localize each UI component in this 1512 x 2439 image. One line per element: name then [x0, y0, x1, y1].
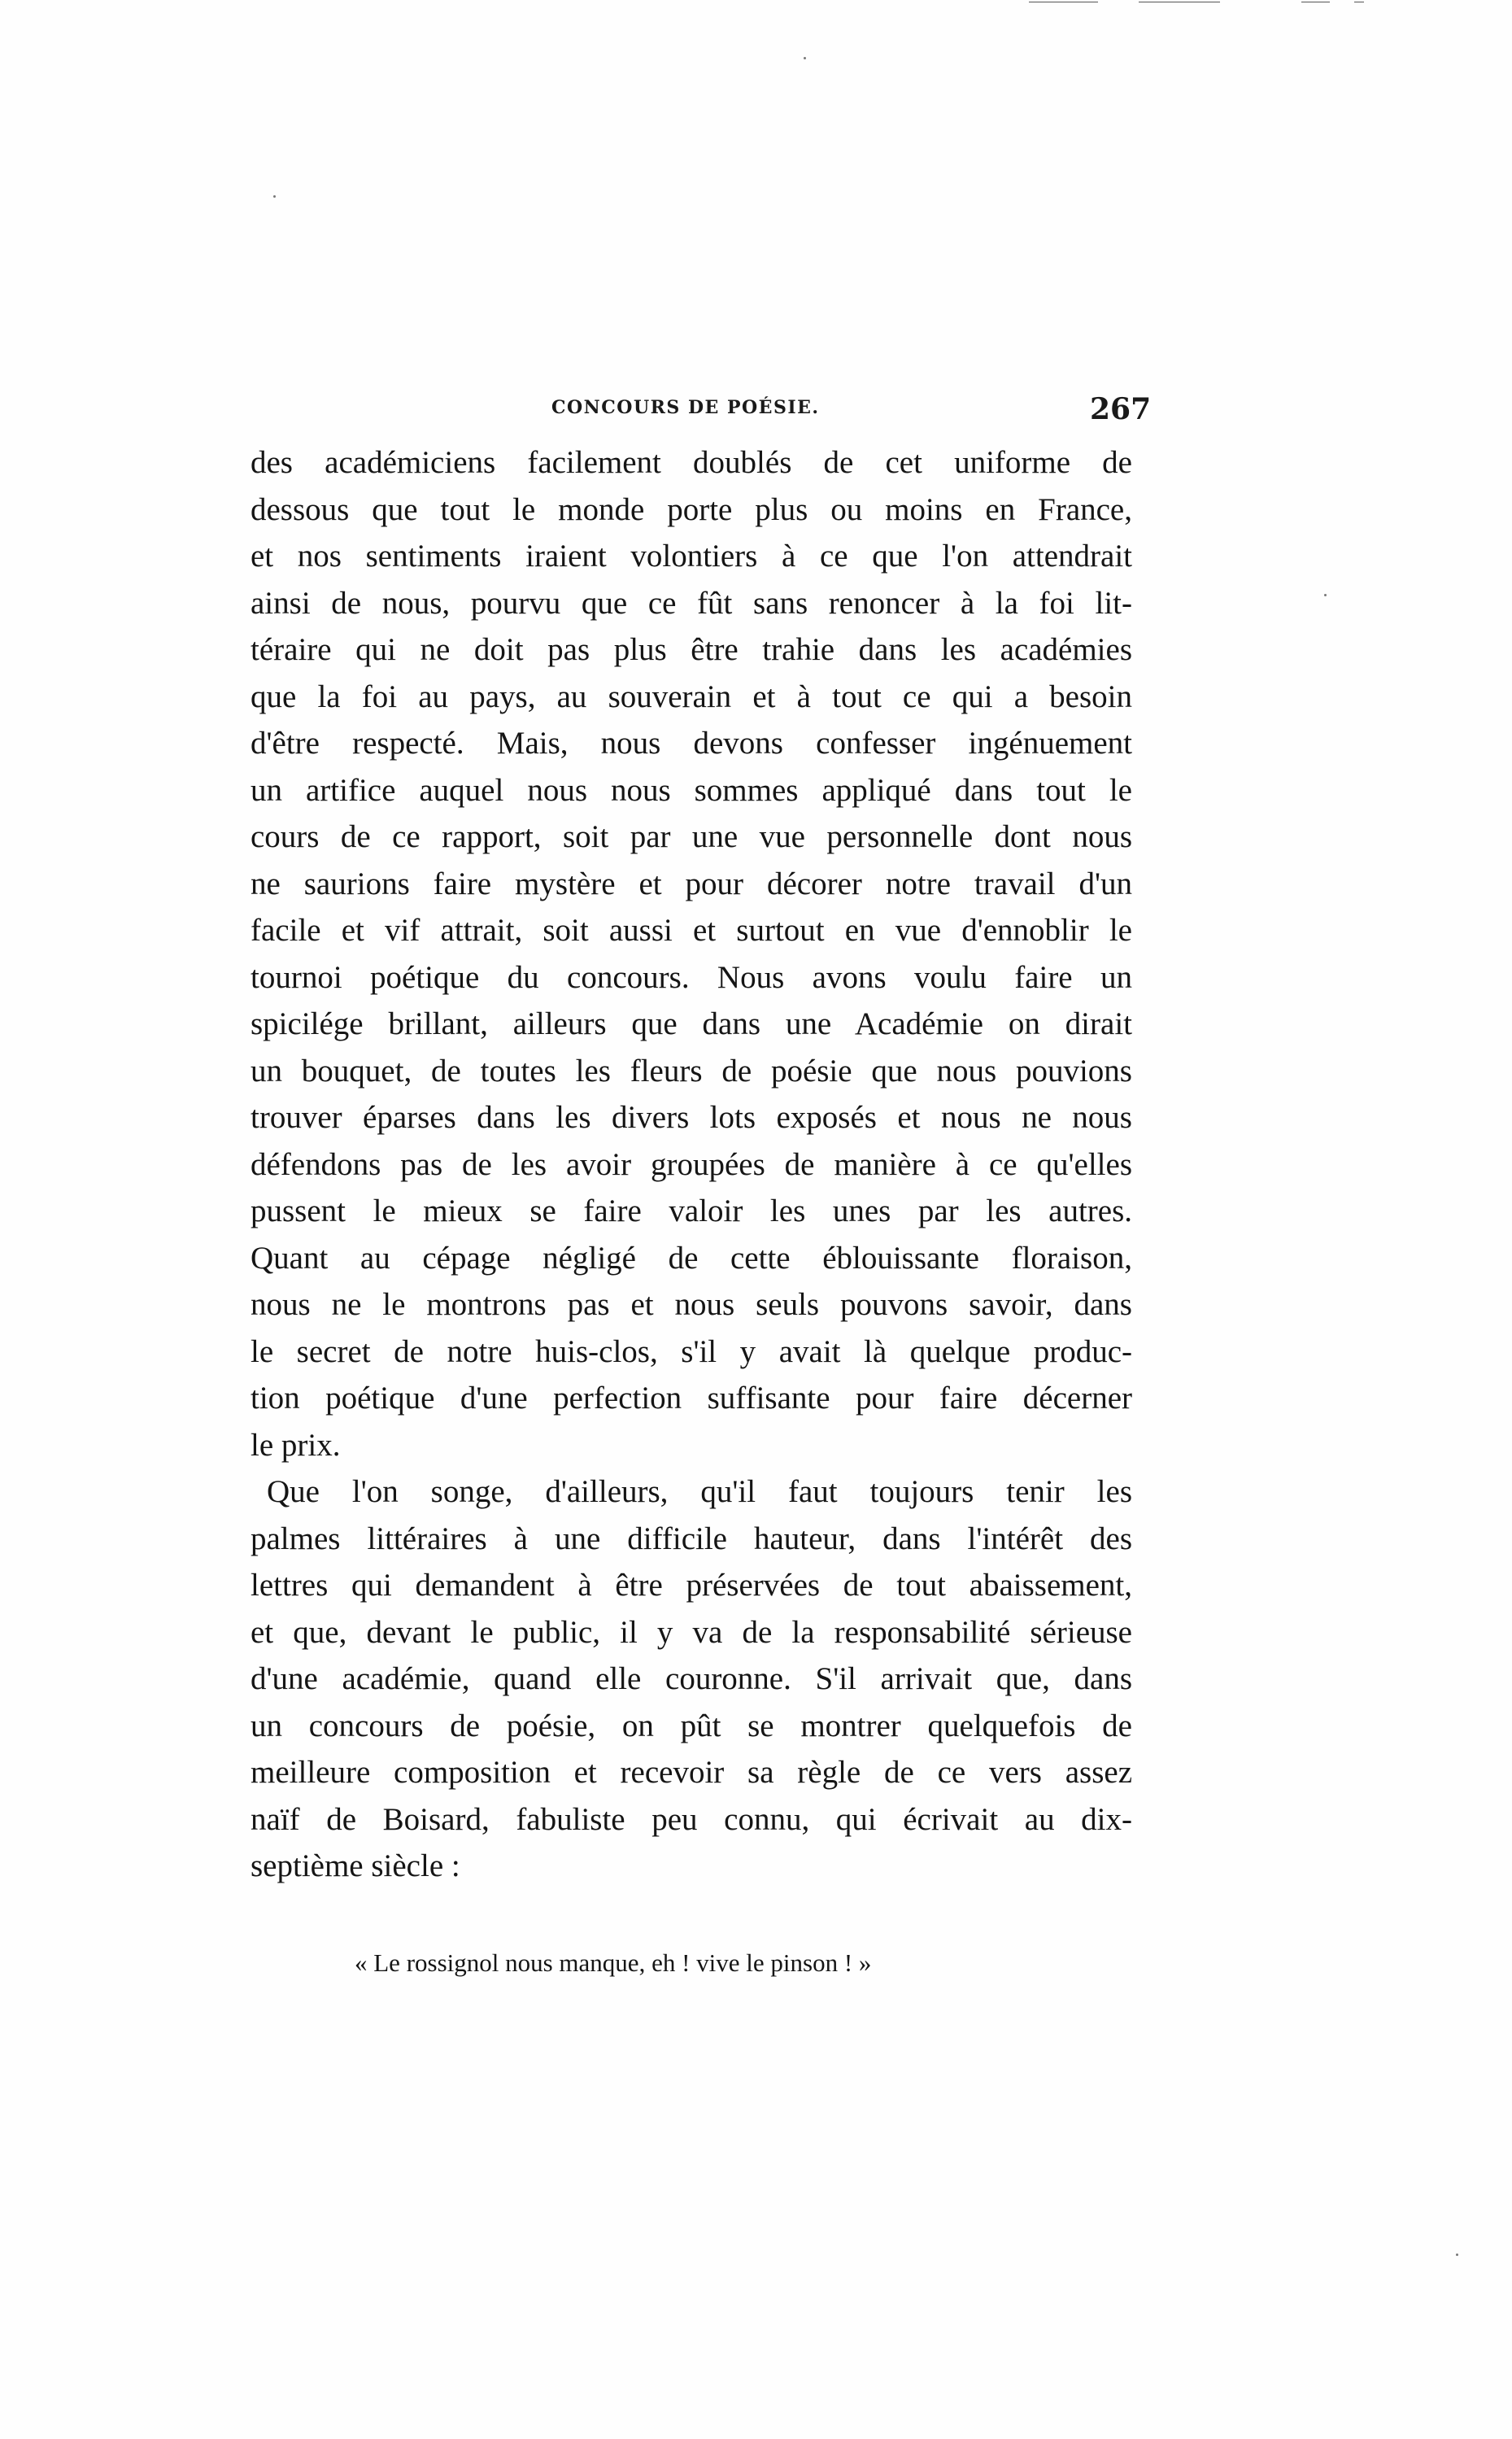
text-line: et que, devant le public, il y va de la responsabilité sérieuse [251, 1614, 1132, 1650]
scan-speck [273, 195, 276, 198]
scan-artifact-marks [1004, 2, 1509, 5]
text-line: pussent le mieux se faire valoir les unes par les autres. [251, 1193, 1132, 1228]
text-line: septième siècle : [251, 1848, 460, 1883]
scan-speck [804, 57, 806, 59]
text-line: tion poétique d'une perfection suffisante pour faire décerner [251, 1381, 1132, 1416]
text-line: nous ne le montrons pas et nous seuls pouvons savoir, dans [251, 1287, 1132, 1322]
text-line: d'une académie, quand elle couronne. S'il arrivait que, dans [251, 1661, 1132, 1696]
text-line: le prix. [251, 1427, 341, 1463]
body-text [251, 439, 1132, 1890]
text-line: Que l'on songe, d'ailleurs, qu'il faut toujours tenir les [267, 1474, 1132, 1509]
running-title: CONCOURS DE POÉSIE. [551, 397, 820, 418]
text-line: un bouquet, de toutes les fleurs de poésie que nous pouvions [251, 1053, 1132, 1089]
scan-speck [1456, 2254, 1458, 2256]
text-line: téraire qui ne doit pas plus être trahie dans les académies [251, 632, 1132, 667]
text-line: cours de ce rapport, soit par une vue personnelle dont nous [251, 819, 1132, 854]
text-line: un artifice auquel nous nous sommes appliqué dans tout le [251, 772, 1132, 808]
text-line: un concours de poésie, on pût se montrer quelquefois de [251, 1708, 1132, 1743]
text-line: lettres qui demandent à être préservées de tout abaissement, [251, 1568, 1132, 1603]
text-line: défendons pas de les avoir groupées de manière à ce qu'elles [251, 1146, 1132, 1182]
text-line: le secret de notre huis-clos, s'il y avait là quelque produc- [251, 1333, 1132, 1369]
text-line: que la foi au pays, au souverain et à tout ce qui a besoin [251, 678, 1132, 714]
text-line: ne saurions faire mystère et pour décorer notre travail d'un [251, 866, 1132, 901]
text-line: naïf de Boisard, fabuliste peu connu, qui écrivait au dix- [251, 1801, 1132, 1837]
text-line: dessous que tout le monde porte plus ou moins en France, [251, 491, 1132, 527]
text-line: et nos sentiments iraient volontiers à ce que l'on attendrait [251, 539, 1132, 574]
text-line: spicilége brillant, ailleurs que dans une Académie on dirait [251, 1006, 1132, 1041]
page-header [0, 392, 1512, 441]
text-line: trouver éparses dans les divers lots exposés et nous ne nous [251, 1100, 1132, 1135]
verse-quotation: « Le rossignol nous manque, eh ! vive le pinson ! » [355, 1948, 872, 1977]
text-line: d'être respecté. Mais, nous devons confesser ingénuement [251, 726, 1132, 761]
page-number: 267 [1090, 392, 1152, 426]
text-line: facile et vif attrait, soit aussi et surtout en vue d'ennoblir le [251, 913, 1132, 948]
text-line: tournoi poétique du concours. Nous avons voulu faire un [251, 959, 1132, 995]
text-line: des académiciens facilement doublés de cet uniforme de [251, 445, 1132, 480]
text-line: Quant au cépage négligé de cette éblouissante floraison, [251, 1240, 1132, 1276]
scan-speck [1324, 594, 1327, 596]
text-line: palmes littéraires à une difficile hauteur, dans l'intérêt des [251, 1521, 1132, 1556]
text-line: meilleure composition et recevoir sa règle de ce vers assez [251, 1755, 1132, 1790]
text-line: ainsi de nous, pourvu que ce fût sans renoncer à la foi lit- [251, 585, 1132, 621]
